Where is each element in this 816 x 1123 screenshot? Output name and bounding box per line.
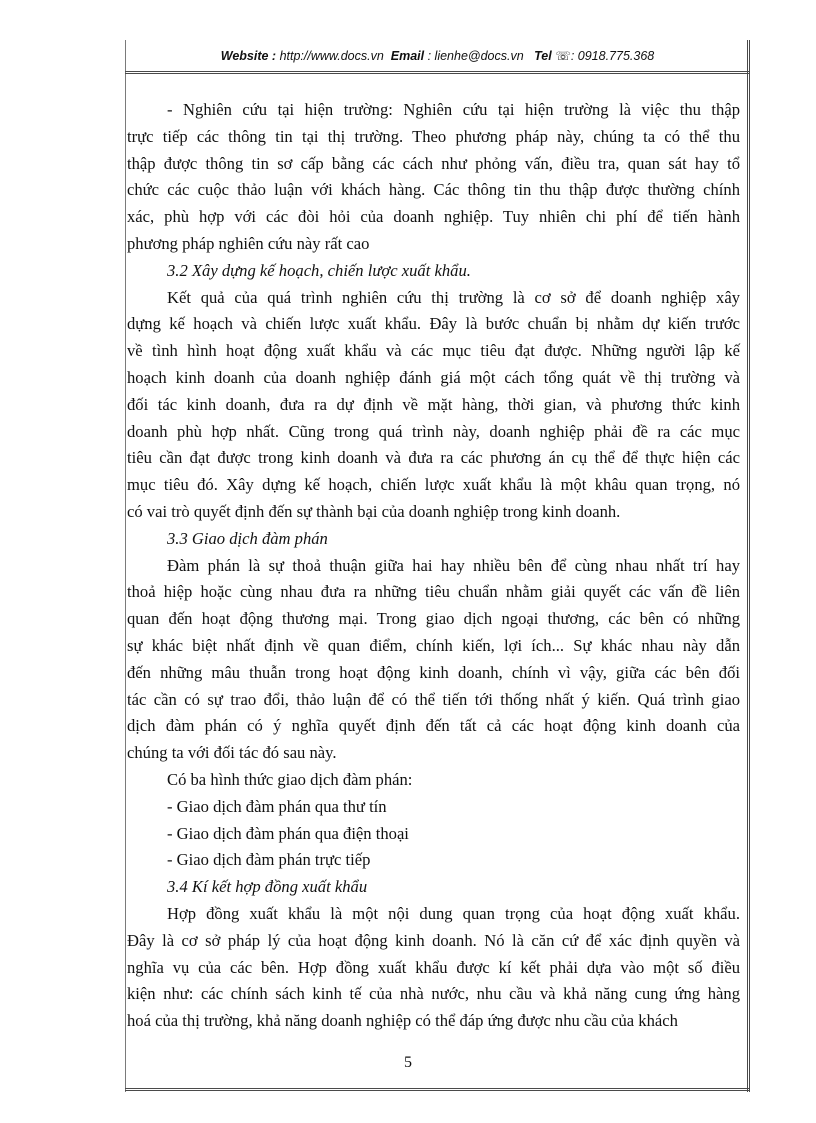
list-item: Có ba hình thức giao dịch đàm phán: xyxy=(167,769,413,789)
tel-label: Tel xyxy=(534,49,552,63)
paragraph-line: xác, phù hợp với các đòi hỏi của doanh nghiệp. Tuy nhiên chi phí để tiến hành xyxy=(127,207,740,227)
paragraph-line: tác cần có sự trao đổi, thảo luận để có thể tiến tới thống nhất ý kiến. Quá trình giao xyxy=(127,689,740,709)
paragraph-line: chức các cuộc thảo luận với khách hàng. Các thông tin thu thập được thường chính xyxy=(127,180,740,200)
phone-icon: ☏ xyxy=(555,49,571,63)
paragraph-line: Kết quả của quá trình nghiên cứu thị trường là cơ sở để doanh nghiệp xây xyxy=(167,287,740,307)
section-heading: 3.4 Kí kết hợp đồng xuất khẩu xyxy=(167,877,368,897)
list-item: - Giao dịch đàm phán qua thư tín xyxy=(167,796,387,816)
page-number: 5 xyxy=(404,1054,412,1071)
paragraph-line: hoạch kinh doanh của doanh nghiệp đánh giá một cách tổng quát về thị trường và xyxy=(127,367,740,387)
paragraph-line: mục tiêu đó. Xây dựng kế hoạch, chiến lược xuất khẩu là một khâu quan trọng, nó xyxy=(127,475,740,495)
paragraph xyxy=(127,901,740,1035)
paragraph-line: Hợp đồng xuất khẩu là một nội dung quan trọng của hoạt động xuất khẩu. xyxy=(167,903,740,923)
paragraph-line: doanh phù hợp nhất. Cũng trong quá trình này, doanh nghiệp phải đề ra các mục xyxy=(127,421,740,441)
bottom-rule xyxy=(125,1088,750,1091)
tel-number: : 0918.775.368 xyxy=(570,49,655,63)
email-label: Email xyxy=(390,49,425,63)
paragraph-line: về tình hình hoạt động xuất khẩu và các mục tiêu đạt được. Những người lập kế xyxy=(127,341,740,361)
page-header xyxy=(125,40,750,74)
paragraph xyxy=(127,285,740,526)
email-address: : lienhe@docs.vn xyxy=(427,49,524,63)
paragraph-line: dựng kế hoạch và chiến lược xuất khẩu. Đây là bước chuẩn bị nhằm dự kiến trước xyxy=(127,314,740,334)
paragraph-line: thập được thông tin sơ cấp bằng các cách như phỏng vấn, điều tra, quan sát hay tổ xyxy=(127,153,740,173)
paragraph-line: thoả hiệp hoặc cùng nhau đưa ra những tiêu chuẩn nhằm giải quyết các vấn đề liên xyxy=(127,582,740,602)
paragraph-line: đối tác kinh doanh, đưa ra dự định về mặt hàng, thời gian, và phương thức kinh xyxy=(127,394,740,414)
paragraph-line: dịch đàm phán có ý nghĩa quyết định đến tất cả các hoạt động kinh doanh của xyxy=(127,716,740,736)
paragraph-line: chúng ta với đối tác đó sau này. xyxy=(127,743,337,763)
website-label: Website : xyxy=(220,49,277,63)
paragraph xyxy=(127,97,740,258)
paragraph xyxy=(127,553,740,767)
paragraph-line: đến những mâu thuẫn trong hoạt động kinh doanh, chính vì vậy, giữa các bên đối xyxy=(127,662,740,682)
section-heading: 3.2 Xây dựng kế hoạch, chiến lược xuất khẩu. xyxy=(167,260,471,280)
paragraph-line: kiện như: các chính sách kinh tế của nhà nước, nhu cầu và khả năng cung ứng hàng xyxy=(127,984,740,1004)
list-item: - Giao dịch đàm phán qua điện thoại xyxy=(167,823,409,843)
paragraph-line: Đàm phán là sự thoả thuận giữa hai hay nhiều bên để cùng nhau nhất trí hay xyxy=(167,555,740,575)
website-url: http://www.docs.vn xyxy=(279,49,384,63)
paragraph-line: trực tiếp các thông tin tại thị trường. Theo phương pháp này, chúng ta có thể thu xyxy=(127,126,740,146)
paragraph-line: có vai trò quyết định đến sự thành bại của doanh nghiệp trong kinh doanh. xyxy=(127,501,621,521)
paragraph-line: quan đến hoạt động thương mại. Trong giao dịch ngoại thương, các bên có những xyxy=(127,609,740,629)
paragraph-line: tiêu cần đạt được trong kinh doanh và đưa ra các phương án cụ thể để thực hiện các xyxy=(127,448,740,468)
paragraph-line: sự khác biệt nhất định về quan điểm, chính kiến, lợi ích... Sự khác nhau này dẫn xyxy=(127,635,740,655)
paragraph-line: phương pháp nghiên cứu này rất cao xyxy=(127,233,370,253)
paragraph-line: hoá của thị trường, khả năng doanh nghiệp có thể đáp ứng được nhu cầu của khách xyxy=(127,1011,678,1031)
list-item: - Giao dịch đàm phán trực tiếp xyxy=(167,850,371,870)
paragraph-line: nghĩa vụ của các bên. Hợp đồng xuất khẩu được kí kết phải dựa vào một số điều xyxy=(127,957,740,977)
paragraph-line: Đây là cơ sở pháp lý của hoạt động kinh doanh. Nó là căn cứ để xác định quyền và xyxy=(127,930,740,950)
paragraph-line: - Nghiên cứu tại hiện trường: Nghiên cứu tại hiện trường là việc thu thập xyxy=(167,100,740,119)
section-heading: 3.3 Giao dịch đàm phán xyxy=(167,528,328,548)
document-body xyxy=(127,97,740,1035)
